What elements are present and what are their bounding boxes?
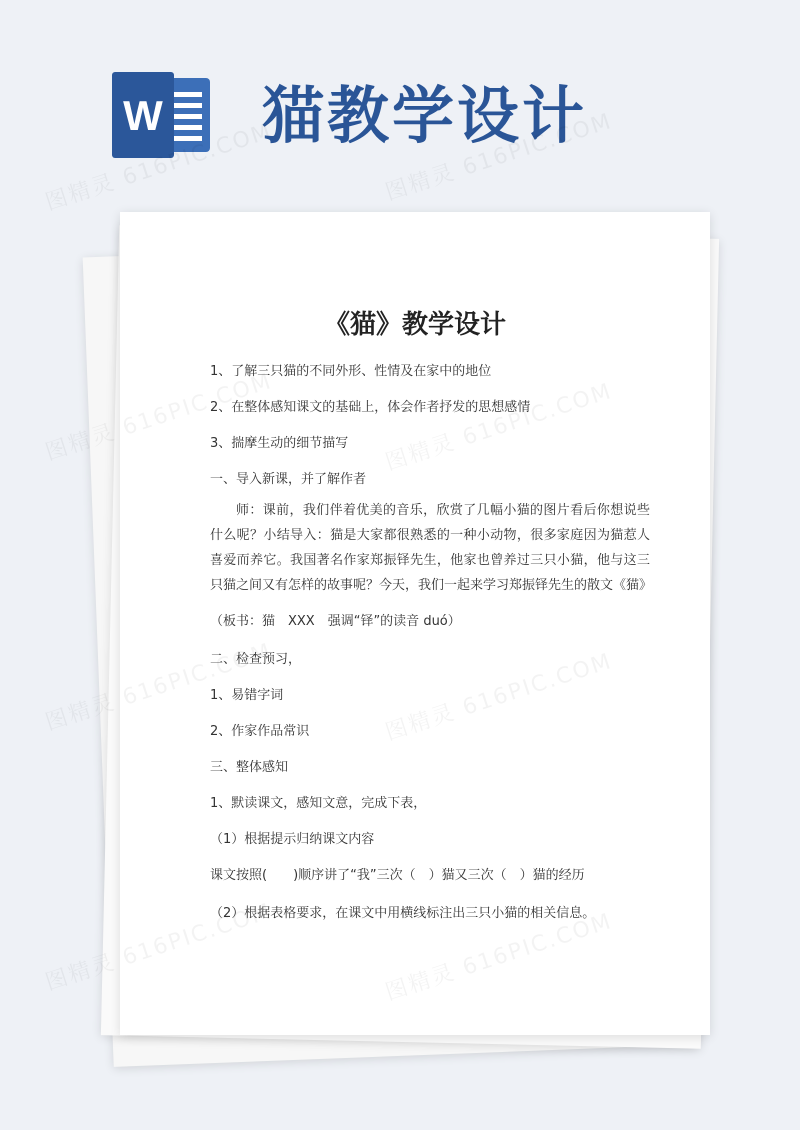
word-icon xyxy=(112,72,216,158)
objective-line: 2、在整体感知课文的基础上，体会作者抒发的思想感情 xyxy=(210,400,531,415)
word-icon-letter: W xyxy=(123,92,163,139)
section-heading: 一、导入新课，并了解作者 xyxy=(210,472,367,487)
fill-in-line: 课文按照( )顺序讲了“我”三次（ ）猫又三次（ ）猫的经历 xyxy=(210,868,585,883)
board-note: （板书：猫 XXX 强调“铎”的读音 duó） xyxy=(210,614,461,629)
body-paragraph: 师：课前，我们伴着优美的音乐，欣赏了几幅小猫的图片看后你想说些什么呢？小结导入：猫是大家都很熟悉的一种小动物，很多家庭因为猫惹人喜爱而养它。我国著名作家郑振铎先生，他家也曾养过三只小猫，他与这三只猫之间又有怎样的故事呢？今天，我们一起来学习郑振铎先生的散文《猫》 xyxy=(210,503,653,593)
list-item: （2）根据表格要求，在课文中用横线标注出三只小猫的相关信息。 xyxy=(210,906,596,921)
list-item: 2、作家作品常识 xyxy=(210,724,310,739)
list-item: 1、默读课文，感知文意，完成下表， xyxy=(210,796,427,811)
section-heading: 二、检查预习， xyxy=(210,652,302,667)
list-item: 1、易错字词 xyxy=(210,688,284,703)
page-header xyxy=(0,0,800,200)
objective-line: 3、揣摩生动的细节描写 xyxy=(210,436,349,451)
page-title: 猫教学设计 xyxy=(262,79,588,152)
objective-line: 1、了解三只猫的不同外形、性情及在家中的地位 xyxy=(210,364,492,379)
section-heading: 三、整体感知 xyxy=(210,760,289,775)
list-item: （1）根据提示归纳课文内容 xyxy=(210,832,375,847)
document-page xyxy=(120,212,710,1035)
document-title: 《猫》教学设计 xyxy=(323,310,506,340)
